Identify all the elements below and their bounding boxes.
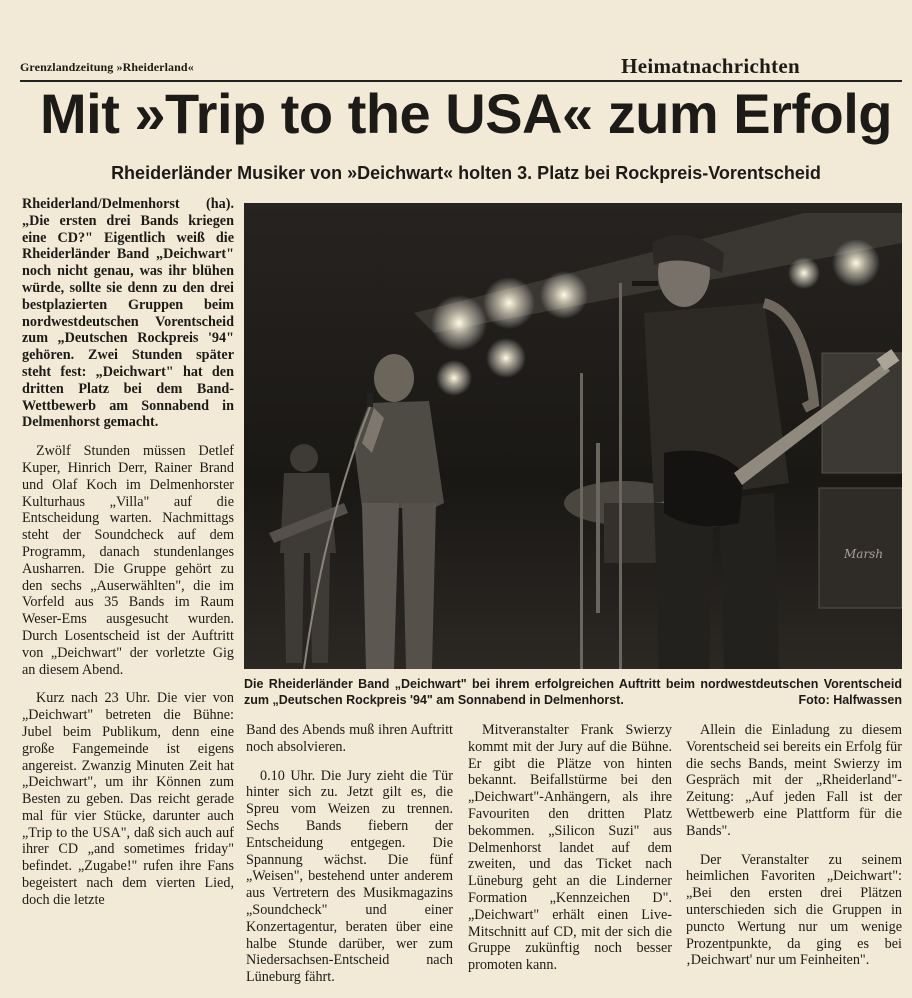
article-column-3 — [468, 722, 672, 986]
masthead — [20, 54, 902, 82]
article-paragraph: Mitveranstalter Frank Swierzy kommt mit der Jury auf die Bühne. Er gibt die Plätze von hinten bekannt. Beifallstürme bei den „Deichwart"-Anhängern, als ihre Favouriten den dritten Platz bekommen. „Silicon Suzi" aus Delmenhorst landet auf dem zweiten, und das Ticket nach Lüneburg geht an die Linderner Formation „Kennzeichen D". „Deichwart" erhält einen Live-Mitschnitt auf CD, mit der sich die Gruppe zukünftig noch besser promoten kann. — [468, 722, 672, 974]
article-paragraph: Band des Abends muß ihren Auftritt noch absolvieren. — [246, 722, 453, 755]
caption-text: Die Rheiderländer Band „Deichwart" bei ihrem erfolgreichen Auftritt beim nordwestdeutschen Vorentscheid zum „Deutschen Rockpreis '94" am Sonnabend in Delmenhorst. — [244, 677, 902, 707]
section-title: Heimatnachrichten — [621, 54, 800, 78]
article-column-2 — [246, 722, 453, 998]
concert-photo-image — [244, 203, 902, 669]
article-paragraph: Kurz nach 23 Uhr. Die vier von „Deichwart" betreten die Bühne: Jubel beim Publikum, denn eine große Fangemeinde ist eigens angereist. Zwanzig Minuten Zeit hat „Deichwart", um ihr Können zum Besten zu geben. Das reicht gerade mal für vier Stücke, darunter auch „Trip to the USA", daß sich auch auf ihrer CD „and sometimes friday" befindet. „Zugabe!" rufen ihre Fans begeistert nach dem vierten Lied, doch die letzte — [22, 690, 234, 908]
article-lead: Rheiderland/Delmenhorst (ha). „Die ersten drei Bands kriegen eine CD?" Eigentlich weiß die Rheiderländer Band „Deichwart" noch nicht genau, was ihr blühen würde, sollte sie denn zu den drei bestplazierten Gruppen beim nordwestdeutschen Vorentscheid zum „Deutschen Rockpreis '94" gehören. Zwei Stunden später steht fest: „Deichwart" hat den dritten Platz bei dem Band-Wettbewerb am Sonnabend in Delmenhorst gemacht. — [22, 196, 234, 431]
photo-credit: Foto: Halfwassen — [798, 693, 902, 707]
article-paragraph: Allein die Einladung zu diesem Vorentscheid sei bereits ein Erfolg für die sechs Bands, meint Swierzy im Gespräch mit der „Rheiderland"-Zeitung: „Auf jeden Fall ist der Wettbewerb eine Plattform für die Bands". — [686, 722, 902, 839]
article-paragraph: Zwölf Stunden müssen Detlef Kuper, Hinrich Derr, Rainer Brand und Olaf Koch im Delmenhorster Kulturhaus „Villa" auf die Entscheidung warten. Nachmittags steht der Soundcheck auf dem Programm, danach stundenlanges Ausharren. Die Gruppe gehört zu den sechs „Auserwählten", die im Vorfeld aus 35 Bands im Raum Weser-Ems ausgesucht wurden. Durch Losentscheid ist der Auftritt von „Deichwart" der vorletzte Gig an diesem Abend. — [22, 443, 234, 678]
headline: Mit »Trip to the USA« zum Erfolg — [39, 82, 893, 145]
article-column-4 — [686, 722, 902, 981]
amp-brand-label: Marsh — [844, 547, 884, 561]
subheadline: Rheiderländer Musiker von »Deichwart« holten 3. Platz bei Rockpreis-Vorentscheid — [111, 163, 821, 183]
photo-caption — [244, 676, 902, 708]
article-paragraph: Der Veranstalter zu seinem heimlichen Favoriten „Deichwart": „Bei den ersten drei Plätzen unterschieden sich die Gruppen in puncto Wertung nur um wenige Prozentpunkte, da ging es bei ‚Deichwart' nur um Feinheiten". — [686, 851, 902, 969]
concert-photo — [244, 203, 902, 669]
article-paragraph: 0.10 Uhr. Die Jury zieht die Tür hinter sich zu. Jetzt gilt es, die Spreu vom Weizen zu trennen. Sechs Bands fiebern der Entscheidung entgegen. Die Spannung wächst. Die fünf „Weisen", bestehend unter anderem aus Vertretern des Musikmagazins „Soundcheck" und einer Konzertagentur, beraten über eine halbe Stunde darüber, wer zum Niedersachsen-Entscheid nach Lüneburg fährt. — [246, 767, 453, 986]
article-column-1 — [22, 196, 234, 921]
paper-name: Grenzlandzeitung »Rheiderland« — [20, 60, 194, 74]
